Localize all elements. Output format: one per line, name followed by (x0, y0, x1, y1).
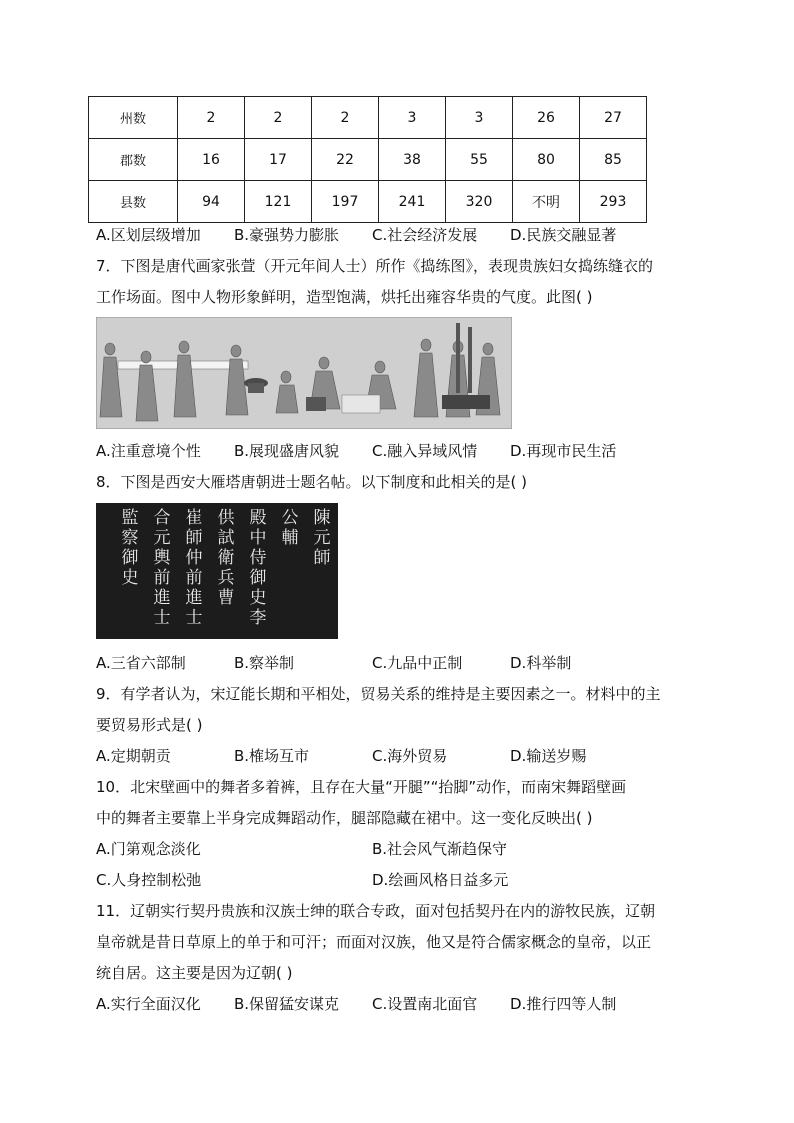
option-b[interactable]: B.榷场互市 (234, 747, 310, 765)
option-a[interactable]: A.门第观念淡化 (96, 840, 201, 858)
table-cell: 不明 (513, 181, 580, 223)
option-c[interactable]: C.社会经济发展 (372, 226, 478, 244)
table-cell: 85 (580, 139, 647, 181)
row-header: 县数 (89, 181, 178, 223)
question-9-line-2: 要贸易形式是( ) (96, 716, 203, 734)
statistics-table (88, 96, 647, 223)
calligraphy-column: 合元輿前進士 (153, 508, 171, 628)
calligraphy-column: 崔師仲前進士 (185, 508, 203, 628)
option-b[interactable]: B.展现盛唐风貌 (234, 442, 340, 460)
question-7-line-2: 工作场面。图中人物形象鲜明，造型饱满，烘托出雍容华贵的气度。此图( ) (96, 288, 593, 306)
calligraphy-rubbing-image (96, 503, 338, 639)
table-cell: 22 (312, 139, 379, 181)
question-8-line-1: 8．下图是西安大雁塔唐朝进士题名帖。以下制度和此相关的是( ) (96, 473, 528, 491)
table-cell: 2 (312, 97, 379, 139)
table-row (89, 139, 647, 181)
table-cell: 27 (580, 97, 647, 139)
question-9-line-1: 9．有学者认为，宋辽能长期和平相处，贸易关系的维持是主要因素之一。材料中的主 (96, 685, 661, 703)
question-10-line-2: 中的舞者主要靠上半身完成舞蹈动作，腿部隐藏在裙中。这一变化反映出( ) (96, 809, 593, 827)
option-a[interactable]: A.定期朝贡 (96, 747, 171, 765)
calligraphy-column: 陳元師 (313, 508, 331, 568)
table-cell: 17 (245, 139, 312, 181)
table-cell: 121 (245, 181, 312, 223)
option-d[interactable]: D.民族交融显著 (510, 226, 617, 244)
option-d[interactable]: D.推行四等人制 (510, 995, 617, 1013)
option-a[interactable]: A.注重意境个性 (96, 442, 201, 460)
question-11-line-1: 11．辽朝实行契丹贵族和汉族士绅的联合专政，面对包括契丹在内的游牧民族，辽朝 (96, 902, 656, 920)
table-row (89, 181, 647, 223)
table-cell: 26 (513, 97, 580, 139)
table-cell: 293 (580, 181, 647, 223)
table-cell: 16 (178, 139, 245, 181)
question-10-line-1: 10．北宋壁画中的舞者多着裤，且存在大量“开腿”“抬脚”动作，而南宋舞蹈壁画 (96, 778, 627, 796)
option-c[interactable]: C.人身控制松弛 (96, 871, 202, 889)
calligraphy-column: 供試衛兵曹 (217, 508, 235, 608)
question-11-line-2: 皇帝就是昔日草原上的单于和可汗；而面对汉族，他又是符合儒家概念的皇帝，以正 (96, 933, 652, 951)
table-cell: 2 (245, 97, 312, 139)
calligraphy-column: 殿中侍御史李 (249, 508, 267, 628)
table-cell: 241 (379, 181, 446, 223)
row-header: 州数 (89, 97, 178, 139)
painting-image (96, 317, 512, 429)
option-d[interactable]: D.绘画风格日益多元 (372, 871, 509, 889)
table-cell: 94 (178, 181, 245, 223)
table-cell: 197 (312, 181, 379, 223)
calligraphy-column: 監察御史 (121, 508, 139, 588)
question-7-line-1: 7．下图是唐代画家张萱（开元年间人士）所作《捣练图》，表现贵族妇女捣练缝衣的 (96, 257, 654, 275)
option-c[interactable]: C.九品中正制 (372, 654, 463, 672)
option-d[interactable]: D.再现市民生活 (510, 442, 617, 460)
option-b[interactable]: B.豪强势力膨胀 (234, 226, 340, 244)
option-a[interactable]: A.实行全面汉化 (96, 995, 201, 1013)
table-cell: 320 (446, 181, 513, 223)
table-cell: 3 (446, 97, 513, 139)
question-11-line-3: 统自居。这主要是因为辽朝( ) (96, 964, 293, 982)
option-b[interactable]: B.保留猛安谋克 (234, 995, 340, 1013)
option-c[interactable]: C.海外贸易 (372, 747, 448, 765)
option-c[interactable]: C.融入异域风情 (372, 442, 478, 460)
option-c[interactable]: C.设置南北面官 (372, 995, 478, 1013)
row-header: 郡数 (89, 139, 178, 181)
table-row (89, 97, 647, 139)
option-d[interactable]: D.科举制 (510, 654, 572, 672)
option-a[interactable]: A.区划层级增加 (96, 226, 201, 244)
option-b[interactable]: B.察举制 (234, 654, 295, 672)
calligraphy-column: 公輔 (281, 508, 299, 548)
option-d[interactable]: D.输送岁赐 (510, 747, 587, 765)
option-a[interactable]: A.三省六部制 (96, 654, 186, 672)
option-b[interactable]: B.社会风气渐趋保守 (372, 840, 508, 858)
table-cell: 2 (178, 97, 245, 139)
table-cell: 55 (446, 139, 513, 181)
table-cell: 3 (379, 97, 446, 139)
table-cell: 38 (379, 139, 446, 181)
table-cell: 80 (513, 139, 580, 181)
